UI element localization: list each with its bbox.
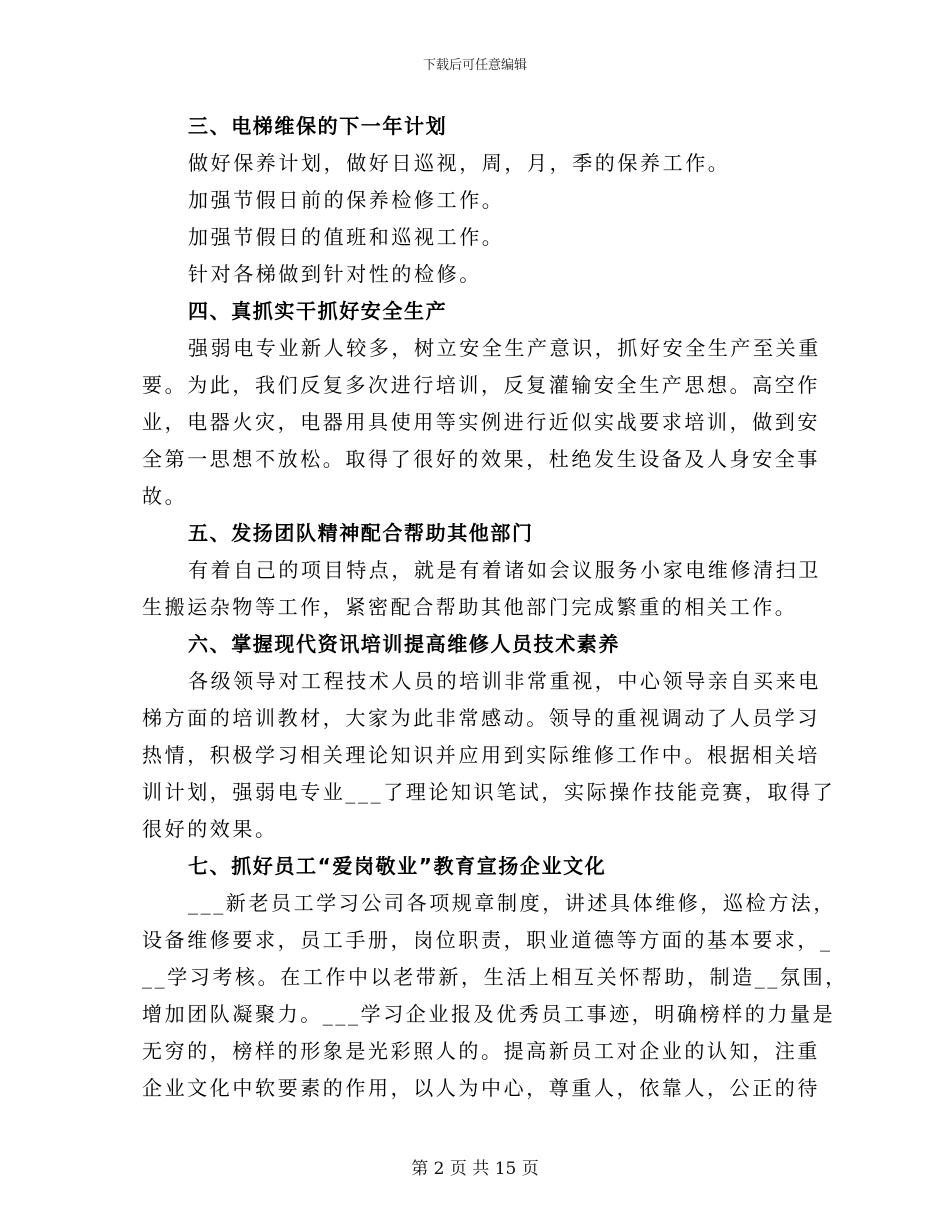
paragraph-line: 全第一思想不放松。取得了很好的效果，杜绝发生设备及人身安全事	[142, 447, 820, 471]
paragraph-line: 设备维修要求，员工手册，岗位职责，职业道德等方面的基本要求，_	[142, 928, 833, 952]
paragraph-line: 热情，积极学习相关理论知识并应用到实际维修工作中。根据相关培	[142, 743, 820, 767]
section-heading-7: 七、抓好员工“爱岗敬业”教育宣扬企业文化	[188, 854, 607, 878]
paragraph-line: 做好保养计划，做好日巡视，周，月，季的保养工作。	[188, 151, 731, 175]
page-header: 下载后可任意编辑	[422, 58, 527, 73]
paragraph-line: 有着自己的项目特点，就是有着诸如会议服务小家电维修清扫卫	[188, 558, 821, 582]
document-body	[142, 108, 848, 1107]
paragraph-line: 故。	[142, 484, 188, 508]
paragraph-line: 梯方面的培训教材，大家为此非常感动。领导的重视调动了人员学习	[142, 706, 820, 730]
section-heading-5: 五、发扬团队精神配合帮助其他部门	[188, 521, 534, 545]
paragraph-line: 各级领导对工程技术人员的培训非常重视，中心领导亲自买来电	[188, 669, 821, 693]
paragraph-line: 强弱电专业新人较多，树立安全生产意识，抓好安全生产至关重	[188, 336, 821, 360]
section-heading-6: 六、掌握现代资讯培训提高维修人员技术素养	[188, 632, 620, 656]
paragraph-line: 针对各梯做到针对性的检修。	[188, 262, 482, 286]
page-footer: 第 2 页 共 15 页	[411, 1159, 539, 1179]
paragraph-line: 业，电器火灾，电器用具使用等实例进行近似实战要求培训，做到安	[142, 410, 820, 434]
paragraph-line: 企业文化中软要素的作用，以人为中心，尊重人，依靠人，公正的待	[142, 1076, 820, 1100]
paragraph-line: 无穷的，榜样的形象是光彩照人的。提高新员工对企业的认知，注重	[142, 1039, 820, 1063]
paragraph-line: __学习考核。在工作中以老带新，生活上相互关怀帮助，制造__氛围，	[142, 965, 848, 989]
paragraph-line: 训计划，强弱电专业___了理论知识笔试，实际操作技能竞赛，取得了	[142, 780, 836, 804]
paragraph-line: 加强节假日前的保养检修工作。	[188, 188, 505, 212]
section-heading-3: 三、电梯维保的下一年计划	[188, 114, 448, 138]
section-heading-4: 四、真抓实干抓好安全生产	[188, 299, 448, 323]
paragraph-line: ___新老员工学习公司各项规章制度，讲述具体维修，巡检方法，	[188, 891, 836, 915]
paragraph-line: 要。为此，我们反复多次进行培训，反复灌输安全生产思想。高空作	[142, 373, 820, 397]
paragraph-line: 增加团队凝聚力。___学习企业报及优秀员工事迹，明确榜样的力量是	[142, 1002, 836, 1026]
paragraph-line: 加强节假日的值班和巡视工作。	[188, 225, 505, 249]
paragraph-line: 生搬运杂物等工作，紧密配合帮助其他部门完成繁重的相关工作。	[142, 595, 798, 619]
paragraph-line: 很好的效果。	[142, 817, 278, 841]
